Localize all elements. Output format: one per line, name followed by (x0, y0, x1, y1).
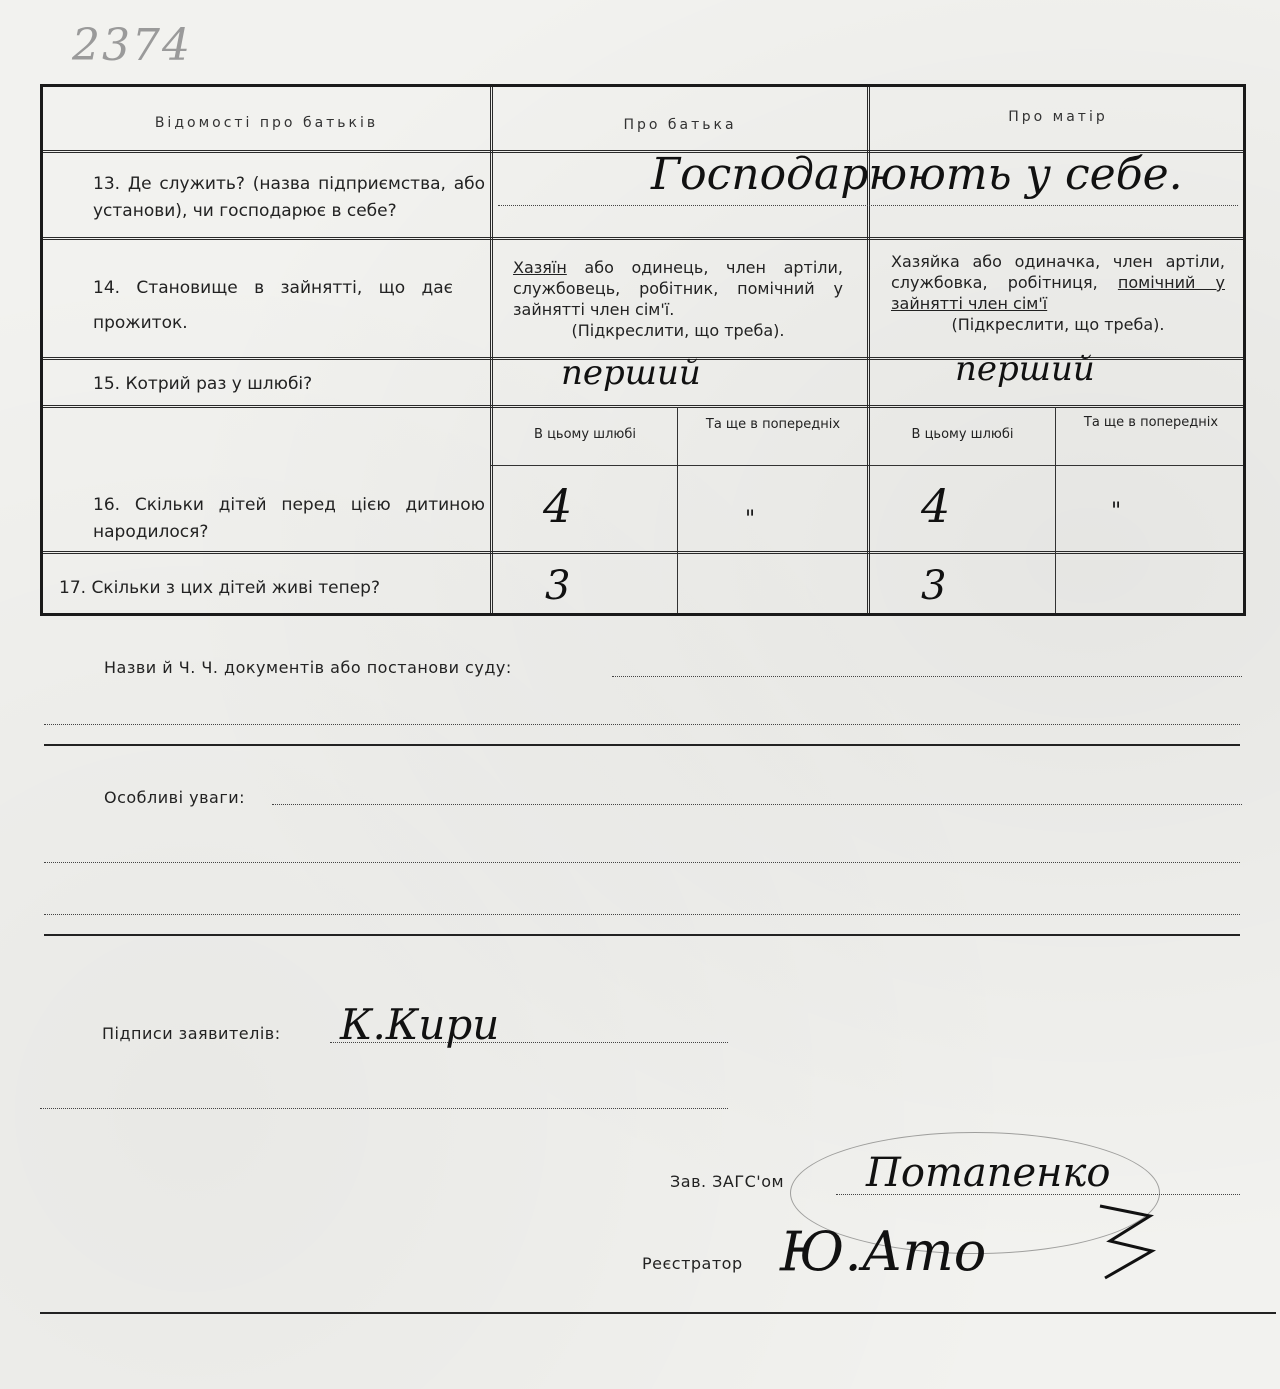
q17-father-alive: 3 (545, 563, 571, 609)
q16-mother-previous-header: Та ще в попередніх (1083, 415, 1219, 430)
documents-fill-line (612, 676, 1242, 677)
q14-father-underlined: Хазяїн (513, 258, 567, 277)
q17-label: 17. Скільки з цих дітей живі тепер? (59, 578, 380, 598)
q14-father-options (513, 257, 843, 341)
q16-father-this-marriage-header: В цьому шлюбі (534, 427, 636, 442)
parents-info-table (40, 84, 1246, 616)
archive-number: 2374 (72, 20, 192, 71)
q14-label: 14. Становище в зайнятті, що дає прожиток. (93, 278, 453, 333)
q16-mother-this-marriage: 4 (921, 479, 951, 533)
header-parents-info: Відомості про батьків (154, 115, 379, 131)
remarks-fill-line-2 (44, 862, 1240, 863)
row-divider (43, 405, 1243, 408)
remarks-label: Особливі уваги: (104, 788, 246, 807)
q13-answer: Господарюють у себе. (651, 149, 1183, 200)
signature-flourish-icon (1080, 1196, 1160, 1286)
q14-father-note: (Підкреслити, що треба). (571, 321, 785, 340)
section-divider (44, 934, 1240, 936)
remarks-fill-line-3 (44, 914, 1240, 915)
q15-label: 15. Котрий раз у шлюбі? (93, 374, 313, 394)
header-father: Про батька (623, 117, 737, 133)
q14-father-rest: або одинець, член артіли, службовець, робітник, помічний у зайнятті член сім'ї. (513, 258, 843, 319)
q14-mother-pre: Хазяйка або одиначка, член артіли, службовка, робітниця, (891, 252, 1225, 292)
head-zags-label: Зав. ЗАГС'ом (670, 1172, 785, 1191)
q14-mother-note: (Підкреслити, що треба). (951, 315, 1165, 334)
bottom-rule (40, 1312, 1276, 1314)
q16-father-previous: " (745, 507, 756, 532)
registrar-signature: Ю.Ато (780, 1220, 987, 1283)
section-divider (44, 744, 1240, 746)
sub-column-divider (1055, 407, 1056, 613)
registrar-label: Реєстратор (642, 1254, 743, 1273)
q16-father-this-marriage: 4 (543, 479, 573, 533)
head-signature: Потапенко (866, 1150, 1111, 1196)
q16-mother-previous: " (1111, 499, 1122, 524)
header-mother: Про матір (1008, 109, 1108, 125)
row-divider (43, 237, 1243, 240)
applicant-signatures-label: Підписи заявителів: (102, 1024, 281, 1043)
q16-mother-this-marriage-header: В цьому шлюбі (911, 427, 1014, 442)
q16-father-previous-header: Та ще в попередніх (705, 417, 841, 432)
q16-label: 16. Скільки дітей перед цією дитиною народилося? (93, 495, 485, 542)
documents-fill-line-2 (44, 724, 1240, 725)
q15-father-answer: перший (561, 353, 701, 393)
q15-mother-answer: перший (955, 349, 1095, 389)
applicant-signature-line-2 (40, 1108, 728, 1109)
column-divider (490, 87, 493, 613)
q17-mother-alive: 3 (921, 563, 947, 609)
documents-label: Назви й Ч. Ч. документів або постанови суду: (104, 658, 512, 677)
sub-column-divider (677, 407, 678, 613)
row-divider (43, 551, 1243, 554)
q14-mother-options (891, 251, 1225, 335)
q13-label: 13. Де служить? (назва підприємства, або установи), чи господарює в себе? (93, 174, 485, 221)
remarks-fill-line (272, 804, 1242, 805)
applicant-signature: К.Кири (340, 1000, 500, 1049)
q13-fill-line (498, 205, 1238, 206)
q14-mother-underlined: помічний у зайнятті член сім'ї (891, 273, 1226, 313)
